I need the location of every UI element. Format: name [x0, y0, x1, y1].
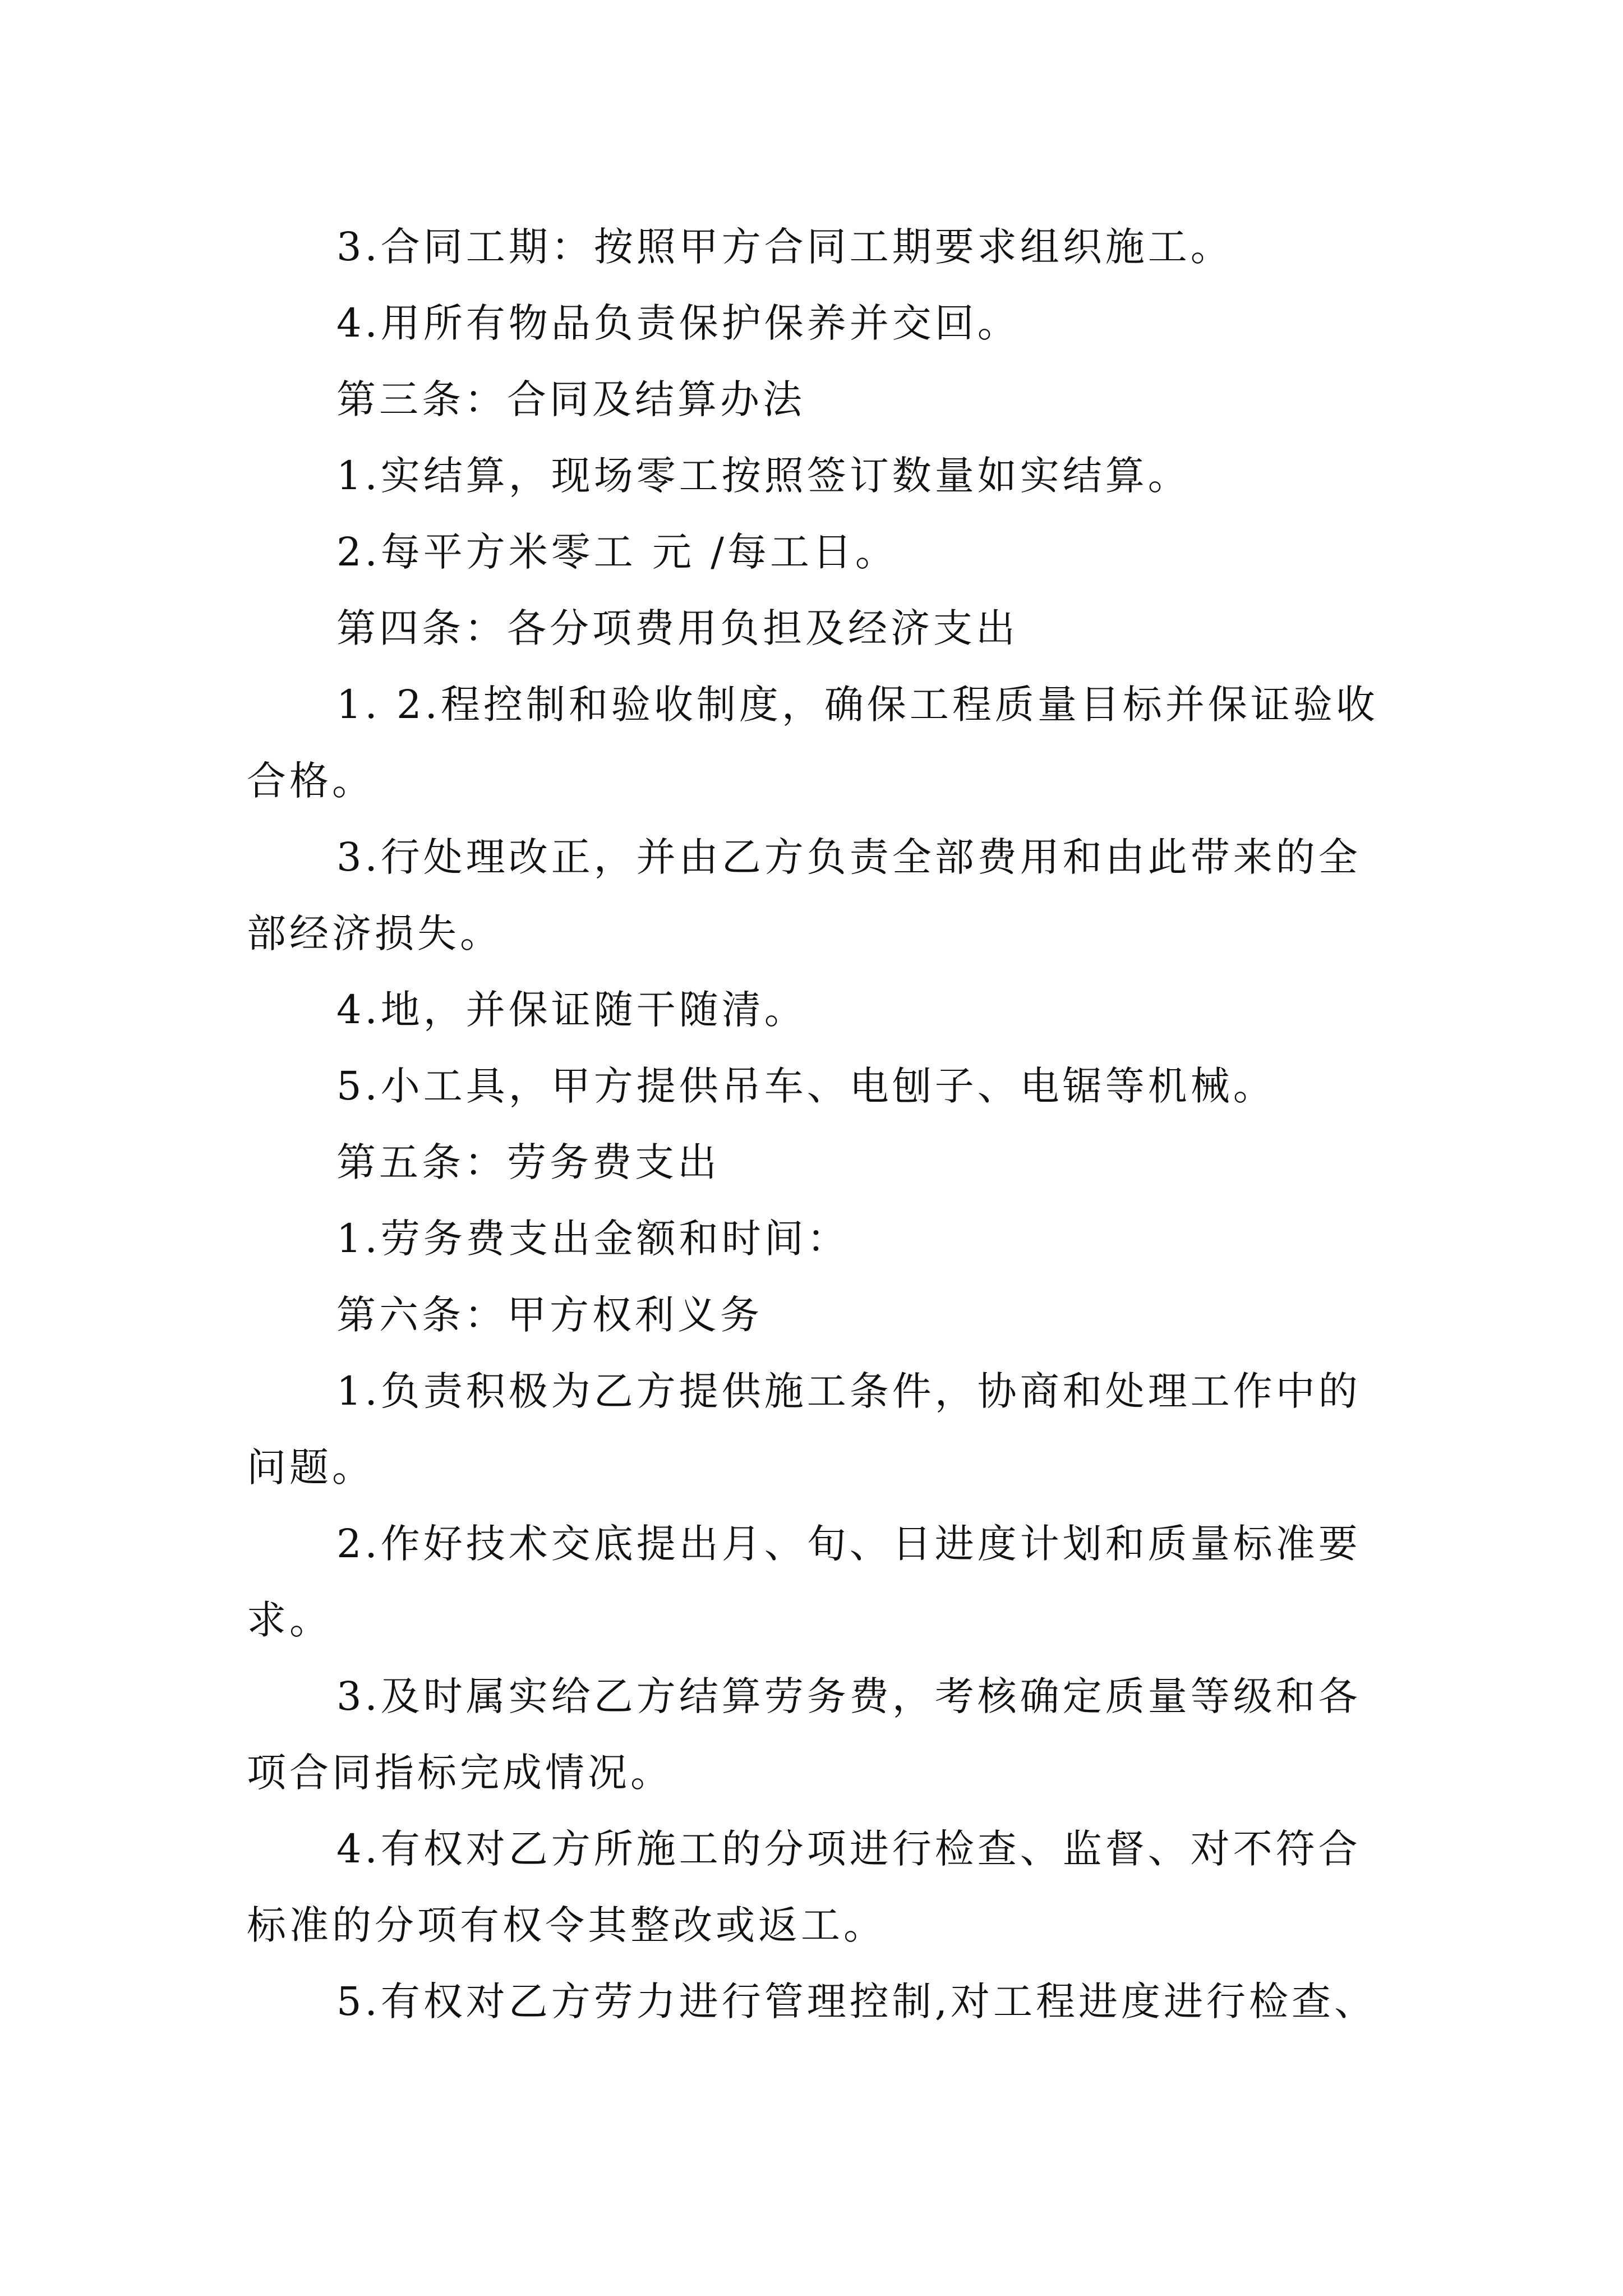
section-heading-3: 第三条：合同及结算办法 [336, 376, 805, 422]
paragraph-party-a-duty-3: 3.及时属实给乙方结算劳务费，考核确定质量等级和各项合同指标完成情况。 [247, 1673, 1361, 1796]
paragraph-party-a-duty-2: 2.作好技术交底提出月、旬、日进度计划和质量标准要求。 [247, 1521, 1361, 1643]
document-body [247, 209, 1380, 2040]
paragraph-site-cleaning: 4.地，并保证随干随清。 [336, 987, 807, 1033]
paragraph-party-a-duty-4: 4.有权对乙方所施工的分项进行检查、监督、对不符合标准的分项有权令其整改或返工。 [247, 1826, 1361, 1948]
paragraph-quality-control: 1. 2.程控制和验收制度，确保工程质量目标并保证验收合格。 [247, 682, 1378, 804]
paragraph-party-a-duty-1: 1.负责积极为乙方提供施工条件，协商和处理工作中的问题。 [247, 1368, 1361, 1490]
paragraph-labor-payment: 1.劳务费支出金额和时间： [336, 1216, 850, 1262]
paragraph-rectification: 3.行处理改正，并由乙方负责全部费用和由此带来的全部经济损失。 [247, 834, 1361, 956]
paragraph-item-care: 4.用所有物品负责保护保养并交回。 [336, 300, 1020, 346]
section-heading-6: 第六条：甲方权利义务 [336, 1292, 763, 1338]
paragraph-party-a-duty-5: 5.有权对乙方劳力进行管理控制,对工程进度进行检查、 [336, 1978, 1377, 2024]
paragraph-settlement: 1.实结算，现场零工按照签订数量如实结算。 [336, 453, 1191, 499]
paragraph-tools: 5.小工具，甲方提供吊车、电刨子、电锯等机械。 [336, 1063, 1276, 1109]
paragraph-contract-period: 3.合同工期：按照甲方合同工期要求组织施工。 [336, 224, 1233, 270]
paragraph-day-rate: 2.每平方米零工 元 /每工日。 [336, 529, 898, 575]
section-heading-4: 第四条：各分项费用负担及经济支出 [336, 605, 1018, 651]
section-heading-5: 第五条：劳务费支出 [336, 1139, 720, 1185]
